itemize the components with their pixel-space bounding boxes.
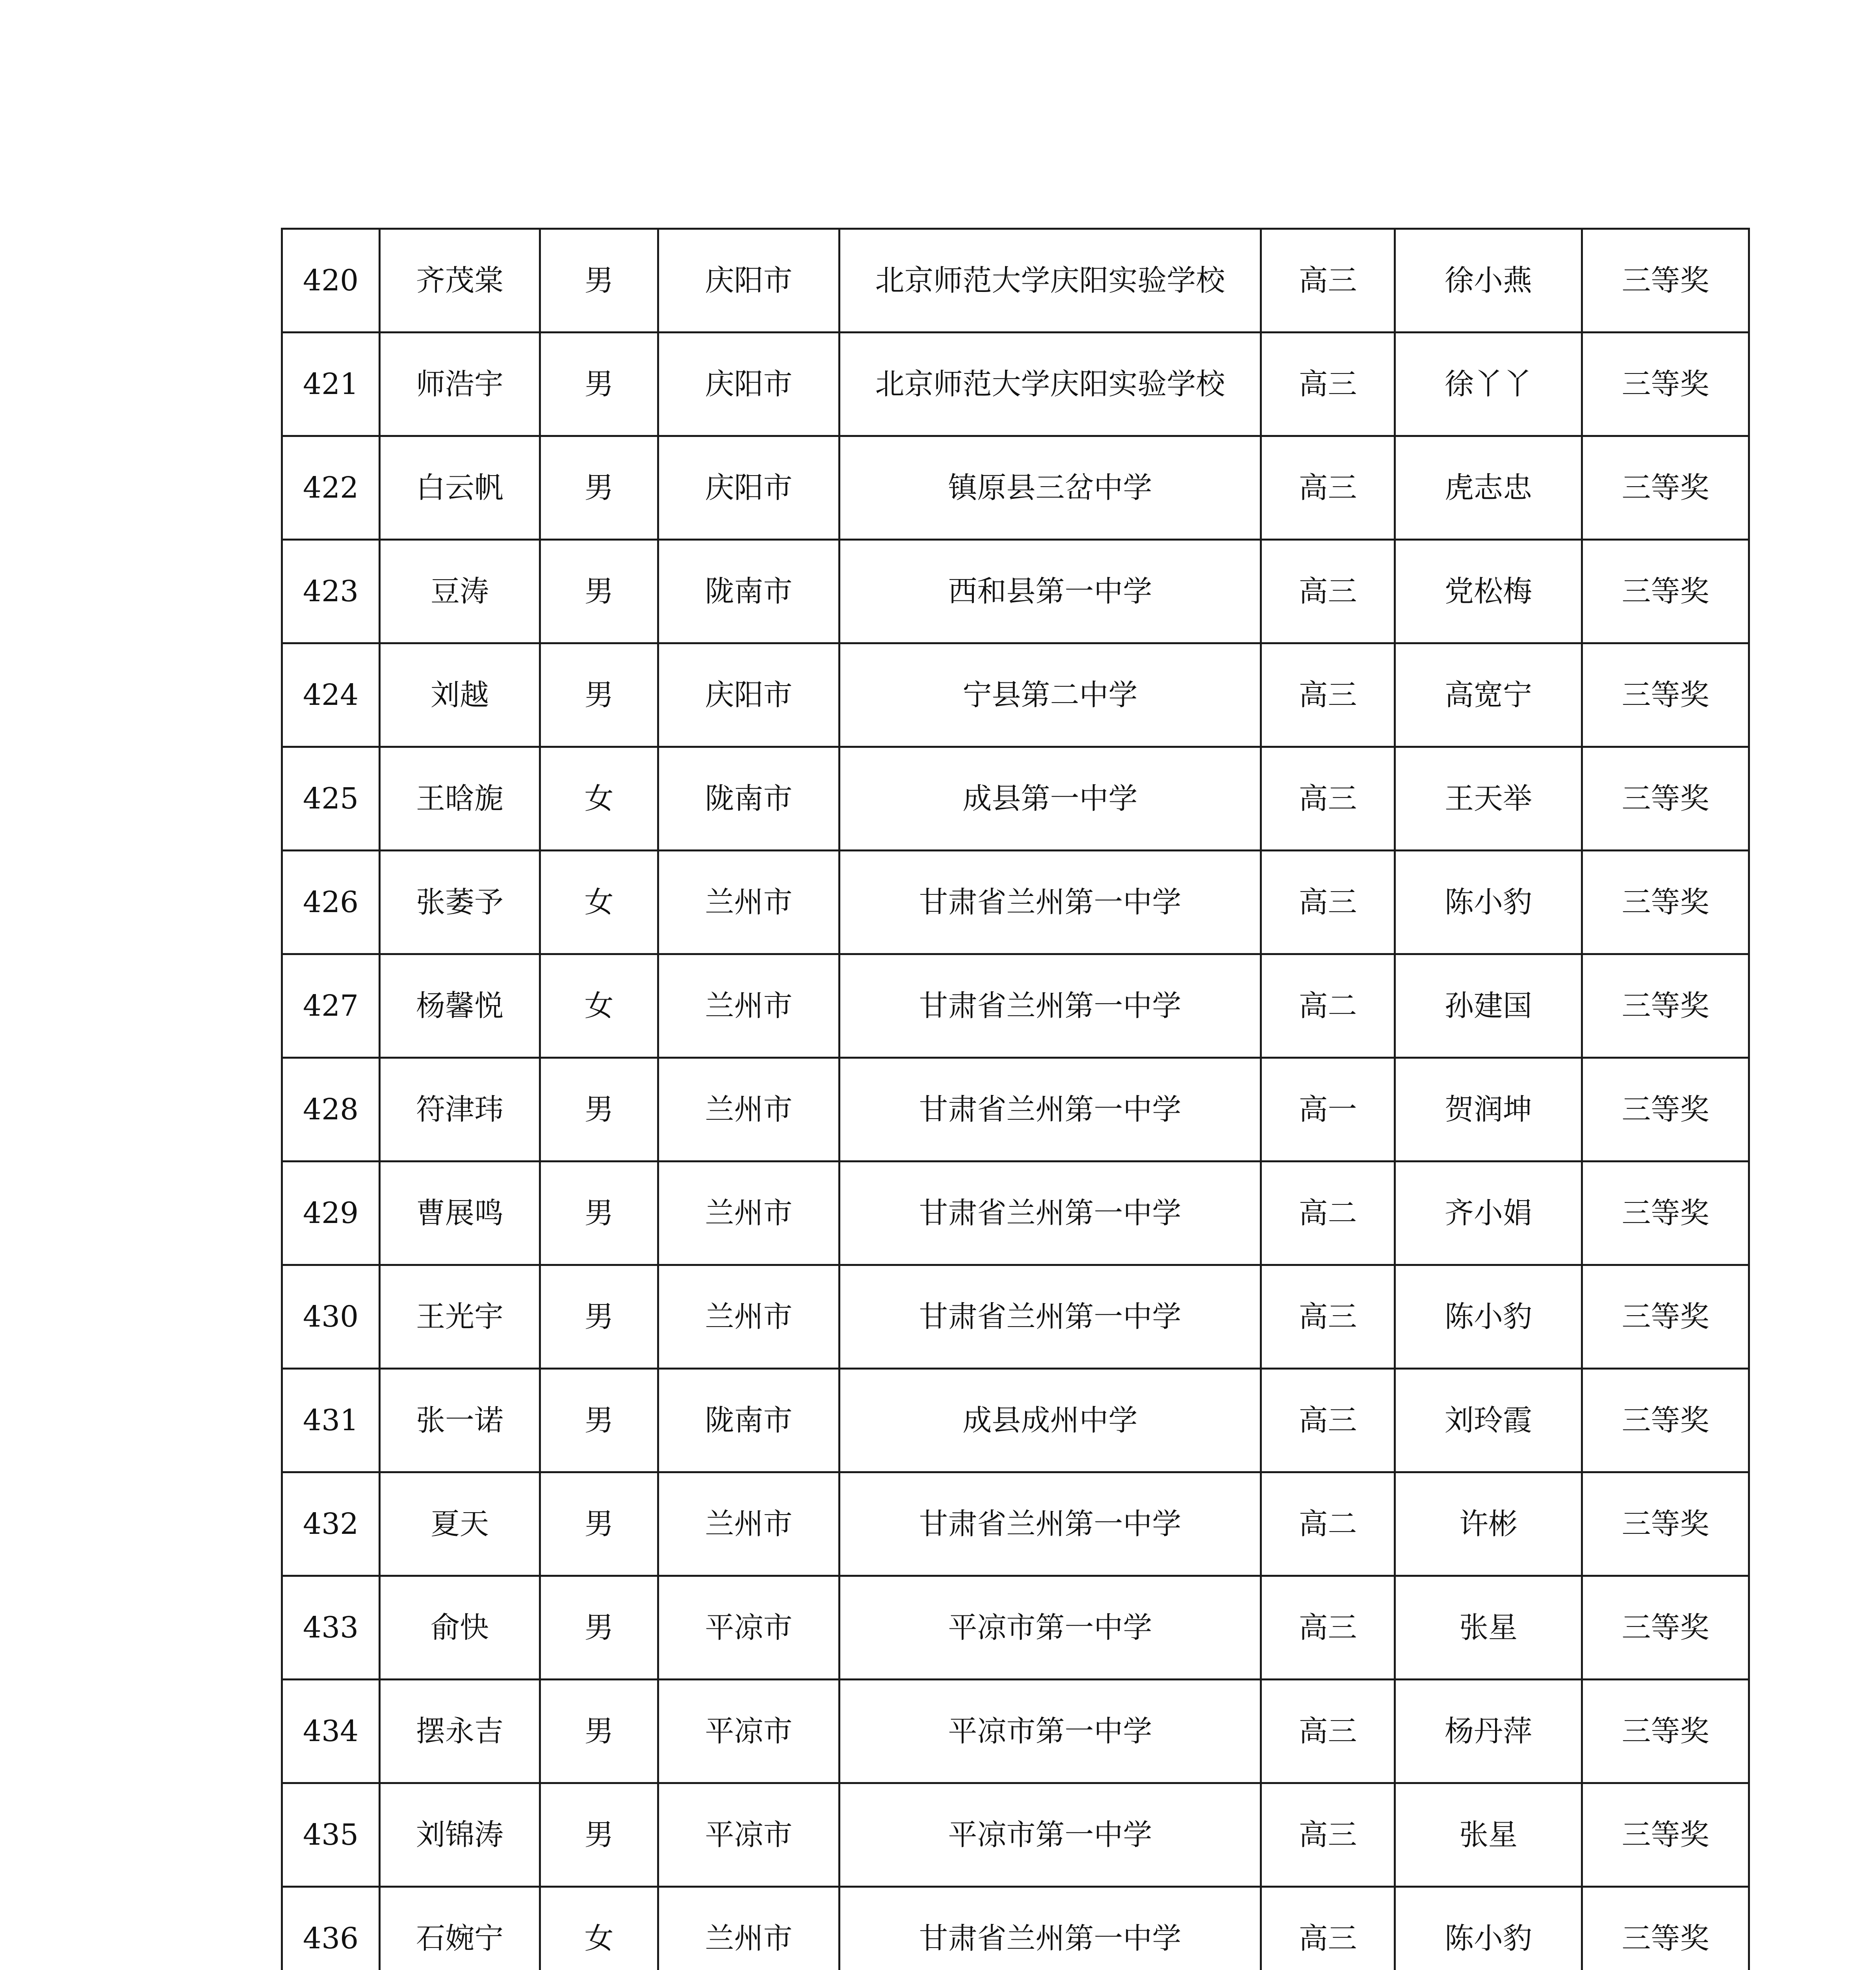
cell-number: 436 (282, 1887, 380, 1970)
cell-grade: 高一 (1261, 1058, 1395, 1162)
cell-student-name: 石婉宁 (380, 1887, 540, 1970)
cell-gender: 男 (540, 436, 658, 540)
cell-gender: 男 (540, 229, 658, 333)
cell-award: 三等奖 (1582, 851, 1749, 954)
cell-teacher: 刘玲霞 (1395, 1369, 1582, 1472)
cell-number: 435 (282, 1783, 380, 1887)
cell-school: 成县第一中学 (840, 747, 1261, 851)
cell-student-name: 刘越 (380, 643, 540, 747)
cell-school: 甘肃省兰州第一中学 (840, 1162, 1261, 1265)
cell-number: 421 (282, 333, 380, 436)
cell-city: 平凉市 (658, 1783, 840, 1887)
cell-student-name: 齐茂棠 (380, 229, 540, 333)
cell-gender: 男 (540, 540, 658, 643)
cell-grade: 高三 (1261, 436, 1395, 540)
cell-number: 425 (282, 747, 380, 851)
cell-school: 西和县第一中学 (840, 540, 1261, 643)
cell-student-name: 杨馨悦 (380, 954, 540, 1058)
cell-teacher: 徐丫丫 (1395, 333, 1582, 436)
cell-number: 427 (282, 954, 380, 1058)
table-row (282, 229, 1749, 333)
cell-award: 三等奖 (1582, 540, 1749, 643)
cell-city: 兰州市 (658, 1162, 840, 1265)
cell-school: 宁县第二中学 (840, 643, 1261, 747)
cell-grade: 高三 (1261, 333, 1395, 436)
cell-teacher: 王天举 (1395, 747, 1582, 851)
cell-student-name: 王光宇 (380, 1265, 540, 1369)
cell-city: 平凉市 (658, 1576, 840, 1680)
cell-grade: 高三 (1261, 1576, 1395, 1680)
cell-grade: 高二 (1261, 954, 1395, 1058)
cell-school: 北京师范大学庆阳实验学校 (840, 333, 1261, 436)
cell-gender: 男 (540, 1576, 658, 1680)
cell-number: 430 (282, 1265, 380, 1369)
cell-school: 北京师范大学庆阳实验学校 (840, 229, 1261, 333)
cell-gender: 男 (540, 1680, 658, 1783)
cell-gender: 男 (540, 643, 658, 747)
cell-student-name: 符津玮 (380, 1058, 540, 1162)
cell-gender: 女 (540, 851, 658, 954)
cell-teacher: 许彬 (1395, 1472, 1582, 1576)
cell-number: 429 (282, 1162, 380, 1265)
cell-student-name: 王晗旎 (380, 747, 540, 851)
cell-teacher: 党松梅 (1395, 540, 1582, 643)
cell-city: 兰州市 (658, 954, 840, 1058)
cell-number: 420 (282, 229, 380, 333)
table-row (282, 1783, 1749, 1887)
cell-student-name: 张一诺 (380, 1369, 540, 1472)
cell-award: 三等奖 (1582, 1162, 1749, 1265)
table-row (282, 1576, 1749, 1680)
table-row (282, 1162, 1749, 1265)
cell-city: 陇南市 (658, 1369, 840, 1472)
cell-student-name: 摆永吉 (380, 1680, 540, 1783)
cell-gender: 男 (540, 1265, 658, 1369)
cell-city: 陇南市 (658, 540, 840, 643)
cell-gender: 男 (540, 333, 658, 436)
cell-school: 平凉市第一中学 (840, 1576, 1261, 1680)
cell-award: 三等奖 (1582, 229, 1749, 333)
cell-school: 镇原县三岔中学 (840, 436, 1261, 540)
table-row (282, 1680, 1749, 1783)
cell-student-name: 刘锦涛 (380, 1783, 540, 1887)
cell-city: 庆阳市 (658, 643, 840, 747)
cell-award: 三等奖 (1582, 1058, 1749, 1162)
cell-gender: 男 (540, 1058, 658, 1162)
cell-award: 三等奖 (1582, 1472, 1749, 1576)
cell-school: 甘肃省兰州第一中学 (840, 1265, 1261, 1369)
cell-school: 甘肃省兰州第一中学 (840, 851, 1261, 954)
cell-city: 陇南市 (658, 747, 840, 851)
cell-city: 庆阳市 (658, 229, 840, 333)
cell-number: 424 (282, 643, 380, 747)
cell-gender: 男 (540, 1472, 658, 1576)
cell-city: 兰州市 (658, 1058, 840, 1162)
cell-teacher: 杨丹萍 (1395, 1680, 1582, 1783)
cell-student-name: 白云帆 (380, 436, 540, 540)
cell-award: 三等奖 (1582, 1783, 1749, 1887)
table-row (282, 851, 1749, 954)
cell-grade: 高三 (1261, 1265, 1395, 1369)
cell-number: 423 (282, 540, 380, 643)
cell-grade: 高三 (1261, 1887, 1395, 1970)
award-table-body (282, 229, 1749, 1970)
cell-award: 三等奖 (1582, 436, 1749, 540)
cell-student-name: 豆涛 (380, 540, 540, 643)
cell-city: 庆阳市 (658, 436, 840, 540)
cell-city: 平凉市 (658, 1680, 840, 1783)
cell-school: 平凉市第一中学 (840, 1783, 1261, 1887)
cell-gender: 男 (540, 1369, 658, 1472)
cell-city: 庆阳市 (658, 333, 840, 436)
cell-award: 三等奖 (1582, 333, 1749, 436)
cell-number: 428 (282, 1058, 380, 1162)
cell-grade: 高三 (1261, 1680, 1395, 1783)
table-row (282, 1058, 1749, 1162)
cell-grade: 高二 (1261, 1162, 1395, 1265)
cell-grade: 高三 (1261, 1783, 1395, 1887)
table-row (282, 1369, 1749, 1472)
cell-award: 三等奖 (1582, 747, 1749, 851)
cell-grade: 高三 (1261, 540, 1395, 643)
cell-number: 434 (282, 1680, 380, 1783)
cell-city: 兰州市 (658, 851, 840, 954)
cell-teacher: 孙建国 (1395, 954, 1582, 1058)
cell-grade: 高三 (1261, 851, 1395, 954)
cell-school: 甘肃省兰州第一中学 (840, 1472, 1261, 1576)
table-row (282, 540, 1749, 643)
cell-school: 平凉市第一中学 (840, 1680, 1261, 1783)
cell-teacher: 高宽宁 (1395, 643, 1582, 747)
cell-gender: 女 (540, 954, 658, 1058)
cell-grade: 高三 (1261, 643, 1395, 747)
cell-award: 三等奖 (1582, 643, 1749, 747)
cell-number: 432 (282, 1472, 380, 1576)
cell-award: 三等奖 (1582, 1887, 1749, 1970)
cell-teacher: 陈小豹 (1395, 851, 1582, 954)
cell-teacher: 陈小豹 (1395, 1887, 1582, 1970)
cell-teacher: 徐小燕 (1395, 229, 1582, 333)
cell-teacher: 张星 (1395, 1783, 1582, 1887)
cell-student-name: 师浩宇 (380, 333, 540, 436)
cell-number: 431 (282, 1369, 380, 1472)
table-row (282, 954, 1749, 1058)
cell-teacher: 虎志忠 (1395, 436, 1582, 540)
table-row (282, 643, 1749, 747)
cell-gender: 女 (540, 747, 658, 851)
cell-school: 甘肃省兰州第一中学 (840, 954, 1261, 1058)
cell-teacher: 齐小娟 (1395, 1162, 1582, 1265)
table-row (282, 436, 1749, 540)
cell-number: 426 (282, 851, 380, 954)
cell-school: 甘肃省兰州第一中学 (840, 1887, 1261, 1970)
cell-city: 兰州市 (658, 1887, 840, 1970)
table-row (282, 1265, 1749, 1369)
cell-teacher: 贺润坤 (1395, 1058, 1582, 1162)
cell-number: 433 (282, 1576, 380, 1680)
cell-award: 三等奖 (1582, 1265, 1749, 1369)
cell-city: 兰州市 (658, 1265, 840, 1369)
cell-student-name: 张萎予 (380, 851, 540, 954)
cell-teacher: 张星 (1395, 1576, 1582, 1680)
table-row (282, 333, 1749, 436)
cell-grade: 高三 (1261, 229, 1395, 333)
cell-student-name: 俞快 (380, 1576, 540, 1680)
cell-school: 甘肃省兰州第一中学 (840, 1058, 1261, 1162)
table-row (282, 747, 1749, 851)
cell-gender: 男 (540, 1783, 658, 1887)
cell-teacher: 陈小豹 (1395, 1265, 1582, 1369)
cell-school: 成县成州中学 (840, 1369, 1261, 1472)
table-row (282, 1887, 1749, 1970)
cell-award: 三等奖 (1582, 954, 1749, 1058)
cell-gender: 女 (540, 1887, 658, 1970)
cell-gender: 男 (540, 1162, 658, 1265)
cell-award: 三等奖 (1582, 1369, 1749, 1472)
cell-number: 422 (282, 436, 380, 540)
cell-city: 兰州市 (658, 1472, 840, 1576)
cell-grade: 高三 (1261, 1369, 1395, 1472)
award-table (281, 228, 1750, 1970)
cell-student-name: 曹展鸣 (380, 1162, 540, 1265)
cell-grade: 高二 (1261, 1472, 1395, 1576)
cell-grade: 高三 (1261, 747, 1395, 851)
cell-student-name: 夏天 (380, 1472, 540, 1576)
cell-award: 三等奖 (1582, 1680, 1749, 1783)
table-row (282, 1472, 1749, 1576)
cell-award: 三等奖 (1582, 1576, 1749, 1680)
